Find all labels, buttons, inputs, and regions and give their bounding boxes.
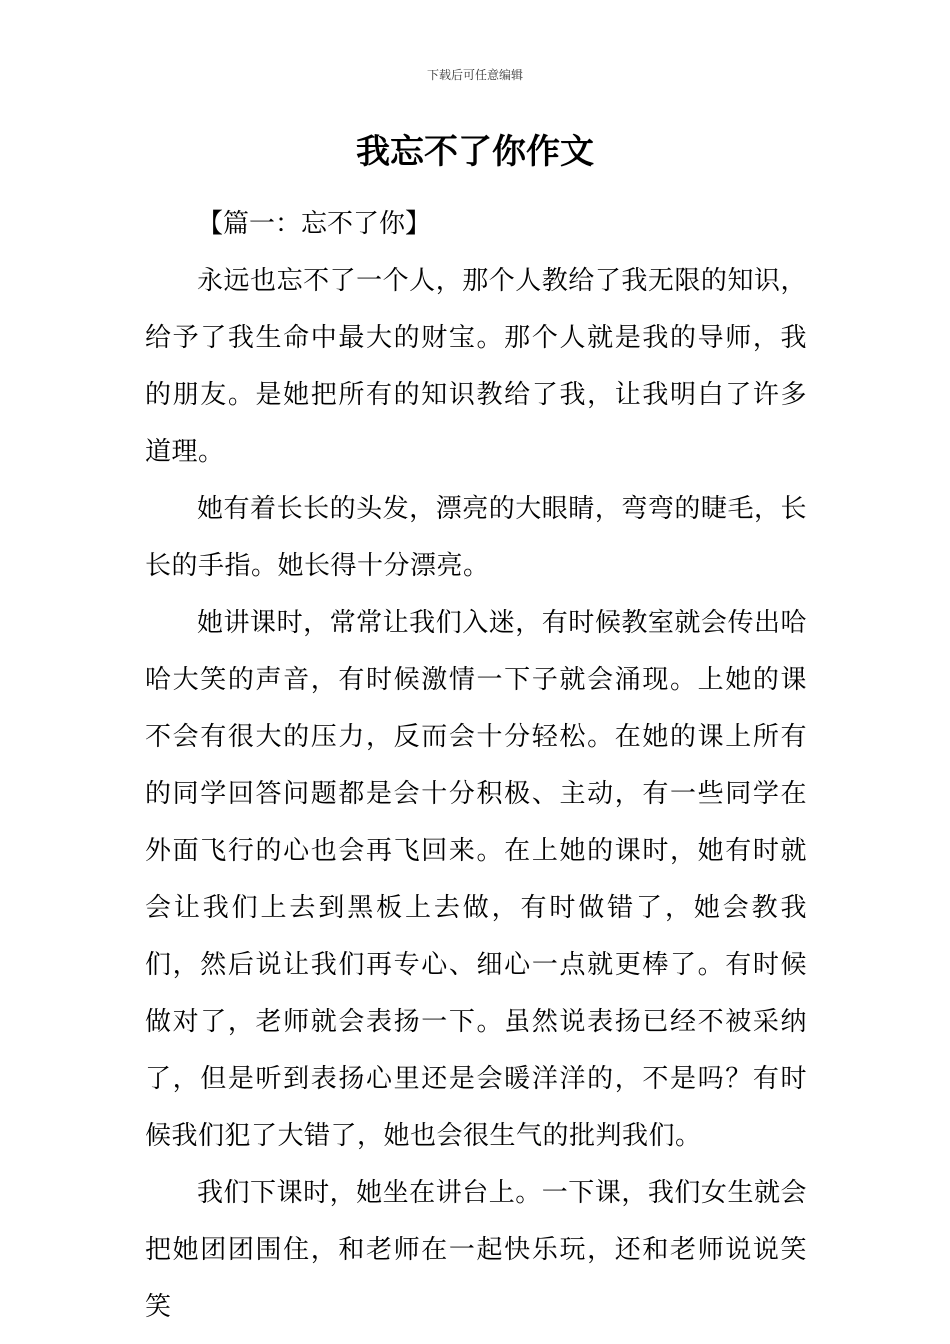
document-title: 我忘不了你作文 <box>356 132 594 172</box>
paragraph: 我们下课时，她坐在讲台上。一下课，我们女生就会把她团团围住，和老师在一起快乐玩，还和老师说说笑笑 <box>145 1178 807 1322</box>
header-note: 下载后可任意编辑 <box>426 68 523 82</box>
paragraph: 她有着长长的头发，漂亮的大眼睛，弯弯的睫毛，长长的手指。她长得十分漂亮。 <box>145 494 807 581</box>
paragraph: 她讲课时，常常让我们入迷，有时候教室就会传出哈哈大笑的声音，有时候激情一下子就会涌现。上她的课不会有很大的压力，反而会十分轻松。在她的课上所有的同学回答问题都是会十分积极、主动，有一些同学在外面飞行的心也会再飞回来。在上她的课时，她有时就会让我们上去到黑板上去做，有时做错了，她会教我们，然后说让我们再专心、细心一点就更棒了。有时候做对了，老师就会表扬一下。虽然说表扬已经不被采纳了，但是听到表扬心里还是会暖洋洋的，不是吗？有时候我们犯了大错了，她也会很生气的批判我们。 <box>145 608 807 1151</box>
document-body <box>145 196 807 1336</box>
section-heading: 【篇一：忘不了你】 <box>197 209 432 239</box>
paragraph: 永远也忘不了一个人，那个人教给了我无限的知识，给予了我生命中最大的财宝。那个人就是我的导师，我的朋友。是她把所有的知识教给了我，让我明白了许多道理。 <box>145 266 807 467</box>
